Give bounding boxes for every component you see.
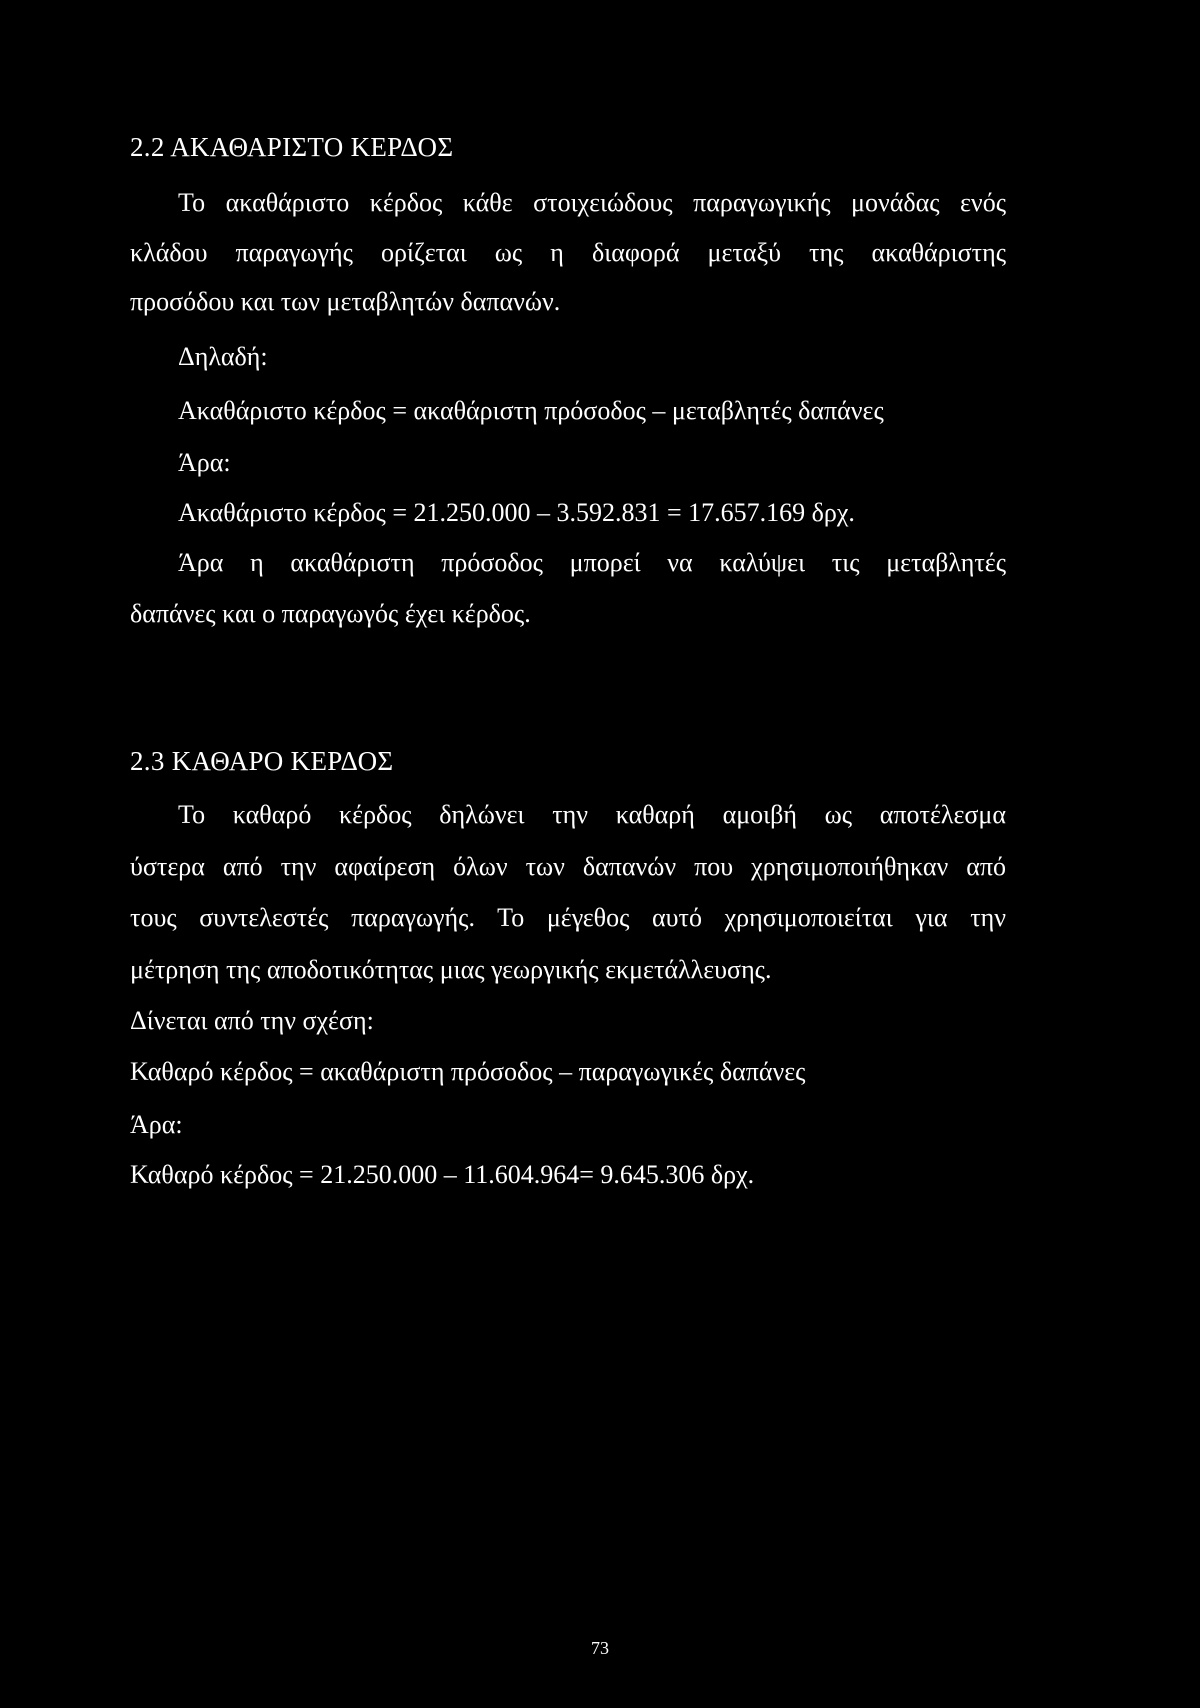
section-2-2-paragraph-line-3: προσόδου και των μεταβλητών δαπανών. bbox=[130, 287, 561, 316]
section-2-2-heading: 2.2 ΑΚΑΘΑΡΙΣΤΟ ΚΕΡΔΟΣ bbox=[130, 132, 454, 162]
section-2-3-paragraph-line-2: ύστερα από την αφαίρεση όλων των δαπανών που χρησιμοποιήθηκαν από bbox=[130, 852, 1006, 881]
section-2-2-conclusion-line-2: δαπάνες και ο παραγωγός έχει κέρδος. bbox=[130, 599, 531, 628]
section-2-3-paragraph-line-4: μέτρηση της αποδοτικότητας μιας γεωργικής εκμετάλλευσης. bbox=[130, 955, 772, 984]
page-number: 73 bbox=[591, 1638, 609, 1658]
section-2-3-paragraph-line-1: Το καθαρό κέρδος δηλώνει την καθαρή αμοιβή ως αποτέλεσμα bbox=[178, 800, 1006, 829]
section-2-2-conclusion-line-1: Άρα η ακαθάριστη πρόσοδος μπορεί να καλύψει τις μεταβλητές bbox=[178, 548, 1006, 577]
section-2-3-given-label: Δίνεται από την σχέση: bbox=[130, 1006, 374, 1035]
section-2-2-paragraph-line-1: Το ακαθάριστο κέρδος κάθε στοιχειώδους παραγωγικής μονάδας ενός bbox=[178, 188, 1006, 217]
section-2-2-namely-label: Δηλαδή: bbox=[178, 342, 268, 371]
section-2-2-therefore-label: Άρα: bbox=[178, 448, 231, 477]
section-2-3-calculation: Καθαρό κέρδος = 21.250.000 – 11.604.964= 9.645.306 δρχ. bbox=[130, 1160, 755, 1189]
section-2-3-paragraph-line-3: τους συντελεστές παραγωγής. Το μέγεθος αυτό χρησιμοποιείται για την bbox=[130, 903, 1006, 932]
section-2-2-calculation: Ακαθάριστο κέρδος = 21.250.000 – 3.592.831 = 17.657.169 δρχ. bbox=[178, 498, 855, 527]
section-2-3-therefore-label: Άρα: bbox=[130, 1110, 183, 1139]
section-2-2-formula: Ακαθάριστο κέρδος = ακαθάριστη πρόσοδος – μεταβλητές δαπάνες bbox=[178, 396, 884, 425]
section-2-2-paragraph-line-2: κλάδου παραγωγής ορίζεται ως η διαφορά μεταξύ της ακαθάριστης bbox=[130, 238, 1006, 267]
section-2-3-formula: Καθαρό κέρδος = ακαθάριστη πρόσοδος – παραγωγικές δαπάνες bbox=[130, 1057, 806, 1086]
section-2-3-heading: 2.3 ΚΑΘΑΡΟ ΚΕΡΔΟΣ bbox=[130, 746, 394, 776]
